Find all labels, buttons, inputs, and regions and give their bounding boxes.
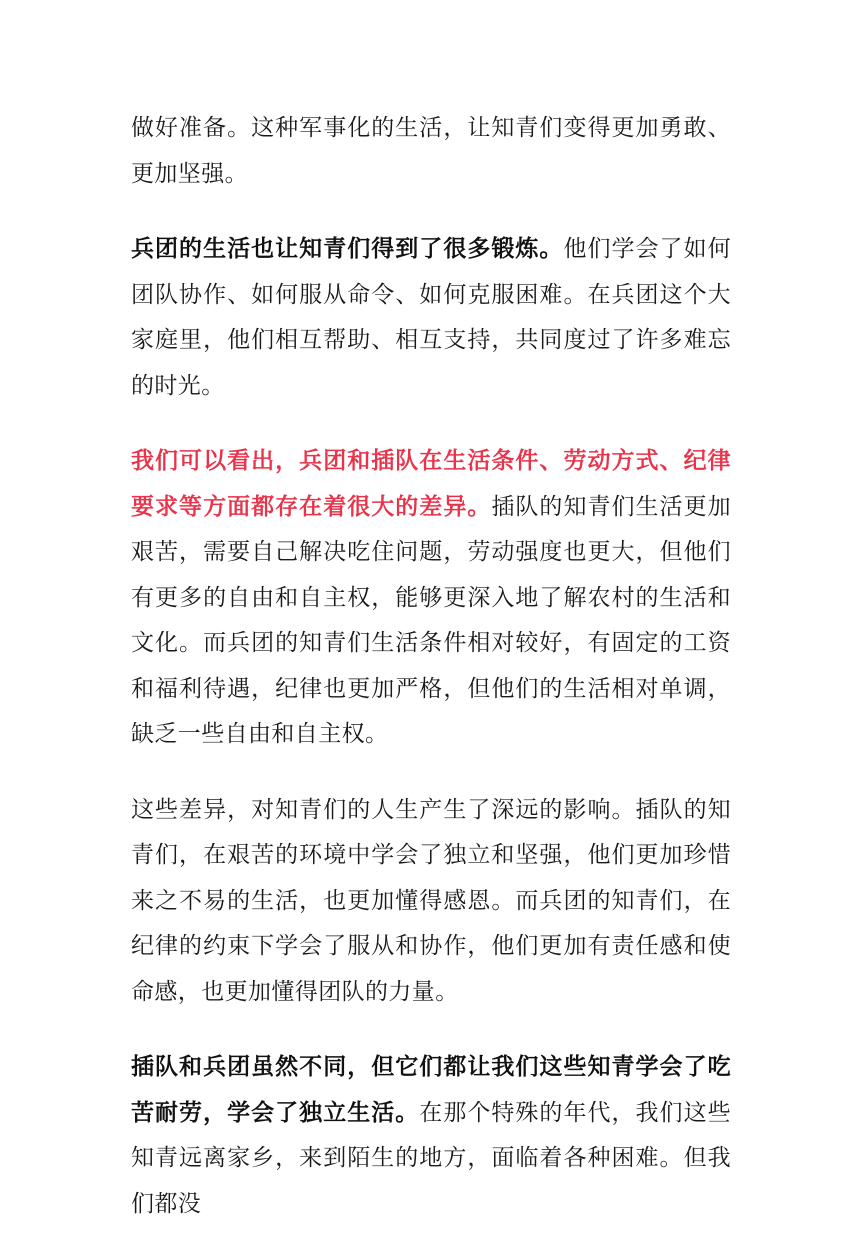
paragraph-5-bold-lead: 插队和兵团虽然不同，但它们都让我们这些知青学会了吃苦耐劳，学会了独立生活。	[131, 1054, 731, 1126]
paragraph-3-red-lead: 我们可以看出，兵团和插队在生活条件、劳动方式、纪律要求等方面都存在着很大的差异。	[131, 448, 731, 520]
paragraph-2-text: 他们学会了如何团队协作、如何服从命令、如何克服困难。在兵团这个大家庭里，他们相互帮助、相互支持，共同度过了许多难忘的时光。	[131, 236, 731, 399]
paragraph-1	[131, 106, 731, 197]
paragraph-4	[131, 788, 731, 1016]
paragraph-5	[131, 1045, 731, 1227]
paragraph-3	[131, 439, 731, 758]
paragraph-4-text: 这些差异，对知青们的人生产生了深远的影响。插队的知青们，在艰苦的环境中学会了独立和坚强，他们更加珍惜来之不易的生活，也更加懂得感恩。而兵团的知青们，在纪律的约束下学会了服从和协作，他们更加有责任感和使命感，也更加懂得团队的力量。	[131, 796, 731, 1005]
article-body	[131, 106, 731, 1257]
paragraph-2-bold-lead: 兵团的生活也让知青们得到了很多锻炼。	[131, 236, 564, 262]
paragraph-2	[131, 227, 731, 409]
paragraph-5-text: 在那个特殊的年代，我们这些知青远离家乡，来到陌生的地方，面临着各种困难。但我们都没	[131, 1099, 731, 1217]
paragraph-3-text: 插队的知青们生活更加艰苦，需要自己解决吃住问题，劳动强度也更大，但他们有更多的自由和自主权，能够更深入地了解农村的生活和文化。而兵团的知青们生活条件相对较好，有固定的工资和福利待遇，纪律也更加严格，但他们的生活相对单调，缺乏一些自由和自主权。	[131, 493, 731, 747]
paragraph-1-text: 做好准备。这种军事化的生活，让知青们变得更加勇敢、更加坚强。	[131, 115, 731, 187]
